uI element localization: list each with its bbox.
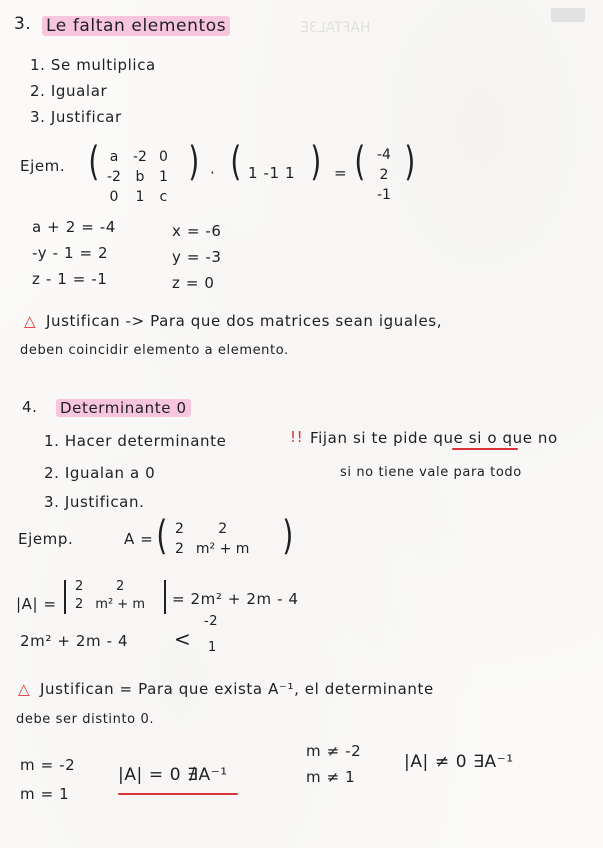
- equals-sign: =: [334, 164, 348, 182]
- note-underline: [452, 448, 518, 450]
- det-bar-left: [64, 580, 66, 614]
- s3-justify-line-1: Justifican -> Para que dos matrices sean iguales,: [46, 312, 443, 330]
- det-matrix: 2 2 2 m² + m: [75, 579, 145, 612]
- det-expansion: = 2m² + 2m - 4: [172, 590, 299, 608]
- quadratic-expr: 2m² + 2m - 4: [20, 632, 129, 650]
- triangle-icon-2: △: [18, 680, 31, 698]
- s3-step-3: 3. Justificar: [30, 108, 122, 126]
- conclusion-zero: |A| = 0 ∄A⁻¹: [118, 765, 228, 785]
- eq-left-1: a + 2 = -4: [32, 218, 116, 236]
- s4-step-3: 3. Justifican.: [44, 493, 145, 511]
- matrix-3x3: a -2 0 -2 b 1 0 1 c: [107, 149, 168, 205]
- result-column: -4 2 -1: [377, 147, 391, 203]
- s3-example-label: Ejem.: [20, 157, 66, 175]
- eq-left-3: z - 1 = -1: [32, 270, 108, 288]
- s4-step-2: 2. Igualan a 0: [44, 464, 156, 482]
- section-4-number: 4.: [22, 398, 38, 416]
- bleed-through-text: HAFTAL3E: [300, 20, 371, 36]
- page-tab-mark: [551, 8, 585, 22]
- matrix-a-label: A =: [124, 530, 154, 548]
- s4-step-1: 1. Hacer determinante: [44, 432, 227, 450]
- eq-left-2: -y - 1 = 2: [32, 244, 109, 262]
- section-4-title: Determinante 0: [56, 399, 191, 417]
- eq-right-3: z = 0: [172, 274, 215, 292]
- s3-justify-line-2: deben coincidir elemento a elemento.: [20, 343, 289, 358]
- det-bar-right: [164, 580, 166, 614]
- multiply-dot: ·: [210, 164, 216, 182]
- s3-step-2: 2. Igualar: [30, 82, 108, 100]
- s4-example-label: Ejemp.: [18, 530, 74, 548]
- root-1: -2: [204, 614, 219, 629]
- section-3-number: 3.: [14, 14, 32, 34]
- roots-branch: <: [174, 627, 192, 651]
- matrix-a: 2 2 2 m² + m: [175, 521, 250, 557]
- m-cond-2: m ≠ 1: [306, 768, 356, 786]
- eq-right-1: x = -6: [172, 222, 222, 240]
- triangle-icon: △: [24, 312, 37, 330]
- notebook-page: HAFTAL3E 3. Le faltan elementos 1. Se multiplica 2. Igualar 3. Justificar Ejem. ( a -2 0 -2 b 1 0 1 c ) · ( 1 -1 1 ) = ( -4 2 -1 ) a + 2 = -4 -y - 1 = 2 z - 1 = -1 x = -6 y = -3 z = 0 △ Justifican -> Para que dos matrices sean iguales, deben coincidir elemento a elemento. 4. Determinante 0 1. Hacer determinante 2. Igualan a 0 3. Justifican. !! Fijan si te pide que si o que no si no tiene vale para todo Ejemp. A = ( 2 2 2 m² + m ) |A| = 2 2 2 m² + m = 2m² + 2m - 4 2m² + 2m - 4 < -2 1 △ Justifican = Para que exista A⁻¹, el determinante debe ser distinto 0. m = -2 m = 1 |A| = 0 ∄A⁻¹ m ≠ -2 m ≠ 1 |A| ≠ 0 ∃A⁻¹: [0, 0, 603, 848]
- conclusion-underline: [118, 793, 238, 795]
- m-value-2: m = 1: [20, 785, 70, 803]
- root-2: 1: [208, 640, 217, 655]
- m-cond-1: m ≠ -2: [306, 742, 362, 760]
- section-3-title: Le faltan elementos: [42, 16, 230, 36]
- m-value-1: m = -2: [20, 756, 76, 774]
- row-vector: 1 -1 1: [248, 164, 296, 182]
- s4-justify-line-2: debe ser distinto 0.: [16, 712, 155, 727]
- s4-note-2: si no tiene vale para todo: [340, 465, 522, 480]
- s3-step-1: 1. Se multiplica: [30, 56, 156, 74]
- det-label: |A| =: [16, 595, 57, 613]
- s4-note-1: Fijan si te pide que si o que no: [310, 429, 558, 447]
- eq-right-2: y = -3: [172, 248, 222, 266]
- s4-justify-line-1: Justifican = Para que exista A⁻¹, el determinante: [40, 680, 434, 698]
- warning-mark: !!: [290, 428, 304, 446]
- conclusion-nonzero: |A| ≠ 0 ∃A⁻¹: [404, 752, 514, 772]
